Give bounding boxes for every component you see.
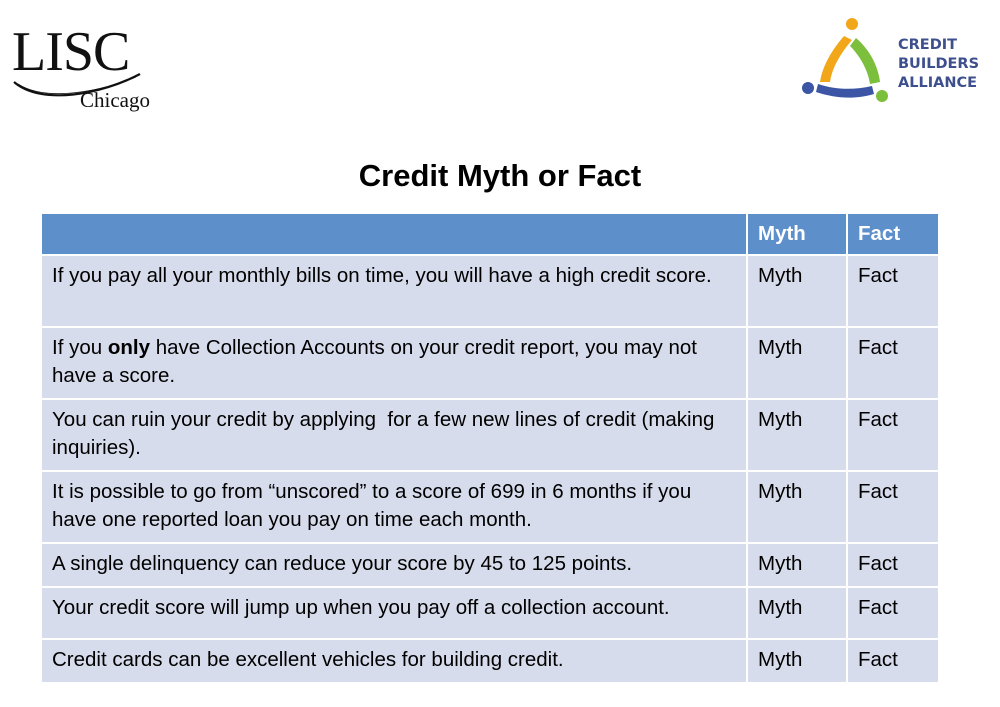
statement-cell xyxy=(41,327,747,399)
table-row xyxy=(41,587,939,639)
statement-cell: You can ruin your credit by applying for a few new lines of credit (making inquiries). xyxy=(41,399,747,471)
fact-option: Fact xyxy=(847,543,939,587)
fact-option: Fact xyxy=(847,255,939,327)
myth-option: Myth xyxy=(747,399,847,471)
statement-cell: Credit cards can be excellent vehicles for building credit. xyxy=(41,639,747,683)
myth-option: Myth xyxy=(747,255,847,327)
myth-option: Myth xyxy=(747,639,847,683)
lisc-logo-city: Chicago xyxy=(80,88,150,112)
cba-line-credit: CREDIT xyxy=(898,37,958,53)
myth-option: Myth xyxy=(747,327,847,399)
fact-option: Fact xyxy=(847,639,939,683)
lisc-chicago-logo xyxy=(12,22,162,112)
lisc-logo-wordmark: LISC xyxy=(12,21,130,83)
fact-column-header: Fact xyxy=(847,213,939,255)
table-row xyxy=(41,255,939,327)
fact-option: Fact xyxy=(847,587,939,639)
page-title: Credit Myth or Fact xyxy=(358,158,642,193)
statement-cell: A single delinquency can reduce your score by 45 to 125 points. xyxy=(41,543,747,587)
statement-text-after: have Collection Accounts on your credit report, you may not have a score. xyxy=(52,336,697,387)
table-row xyxy=(41,327,939,399)
cba-line-builders: BUILDERS xyxy=(898,56,980,72)
statement-column-header xyxy=(41,213,747,255)
statement-cell: It is possible to go from “unscored” to a score of 699 in 6 months if you have one reported loan you pay on time each month. xyxy=(41,471,747,543)
fact-option: Fact xyxy=(847,327,939,399)
fact-option: Fact xyxy=(847,471,939,543)
statement-text-before: If you xyxy=(52,336,108,359)
myth-column-header: Myth xyxy=(747,213,847,255)
statement-cell: Your credit score will jump up when you pay off a collection account. xyxy=(41,587,747,639)
myth-option: Myth xyxy=(747,471,847,543)
fact-option: Fact xyxy=(847,399,939,471)
table-header-row xyxy=(41,213,939,255)
table-row xyxy=(41,471,939,543)
table-row xyxy=(41,399,939,471)
statement-cell: If you pay all your monthly bills on time, you will have a high credit score. xyxy=(41,255,747,327)
myth-option: Myth xyxy=(747,587,847,639)
cba-logo-text xyxy=(898,36,979,93)
cba-mark-icon xyxy=(800,16,892,106)
credit-builders-alliance-logo xyxy=(800,16,990,106)
myth-fact-table xyxy=(40,212,940,684)
statement-emphasis: only xyxy=(107,336,150,359)
table-row xyxy=(41,543,939,587)
cba-line-alliance: ALLIANCE xyxy=(898,75,977,91)
myth-option: Myth xyxy=(747,543,847,587)
table-row xyxy=(41,639,939,683)
